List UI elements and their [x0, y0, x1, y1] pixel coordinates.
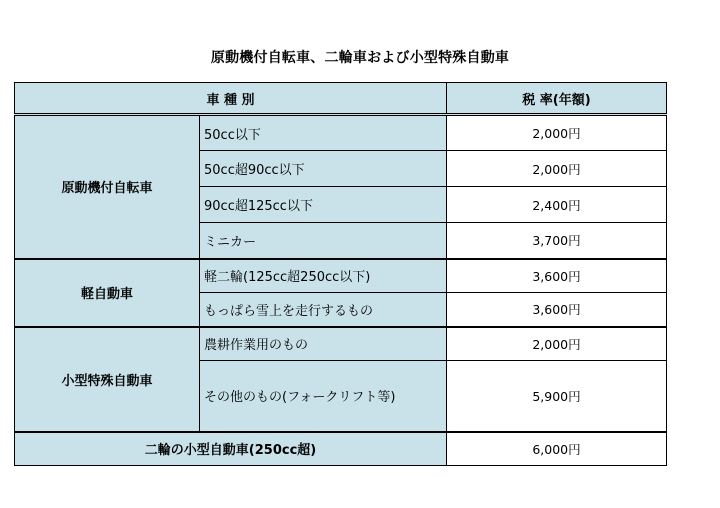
subtype-cell: その他のもの(フォークリフト等) — [200, 361, 447, 432]
rate-cell: 2,000円 — [447, 151, 667, 187]
table-row — [15, 432, 667, 466]
subtype-cell: 軽二輪(125cc超250cc以下) — [200, 259, 447, 293]
tax-rate-table — [14, 82, 667, 466]
subtype-cell: 50cc以下 — [200, 115, 447, 151]
category-two-wheel-small-vehicle: 二輪の小型自動車(250cc超) — [15, 432, 447, 466]
rate-cell: 5,900円 — [447, 361, 667, 432]
category-light-vehicle: 軽自動車 — [15, 259, 200, 327]
table-header-row — [15, 83, 667, 115]
rate-cell: 2,000円 — [447, 115, 667, 151]
rate-cell: 3,600円 — [447, 259, 667, 293]
subtype-cell: 90cc超125cc以下 — [200, 187, 447, 223]
page-title: 原動機付自転車、二輪車および小型特殊自動車 — [210, 50, 510, 66]
subtype-cell: 農耕作業用のもの — [200, 327, 447, 361]
rate-cell: 3,600円 — [447, 293, 667, 327]
table-row — [15, 259, 667, 293]
header-vehicle-type: 車 種 別 — [15, 83, 447, 115]
subtype-cell: 50cc超90cc以下 — [200, 151, 447, 187]
category-moped: 原動機付自転車 — [15, 115, 200, 259]
subtype-cell: もっぱら雪上を走行するもの — [200, 293, 447, 327]
table-row — [15, 327, 667, 361]
header-tax-rate: 税 率(年額) — [447, 83, 667, 115]
table-row — [15, 115, 667, 151]
rate-cell: 3,700円 — [447, 223, 667, 259]
rate-cell: 2,400円 — [447, 187, 667, 223]
category-small-special-vehicle: 小型特殊自動車 — [15, 327, 200, 432]
rate-cell: 6,000円 — [447, 432, 667, 466]
subtype-cell: ミニカー — [200, 223, 447, 259]
rate-cell: 2,000円 — [447, 327, 667, 361]
